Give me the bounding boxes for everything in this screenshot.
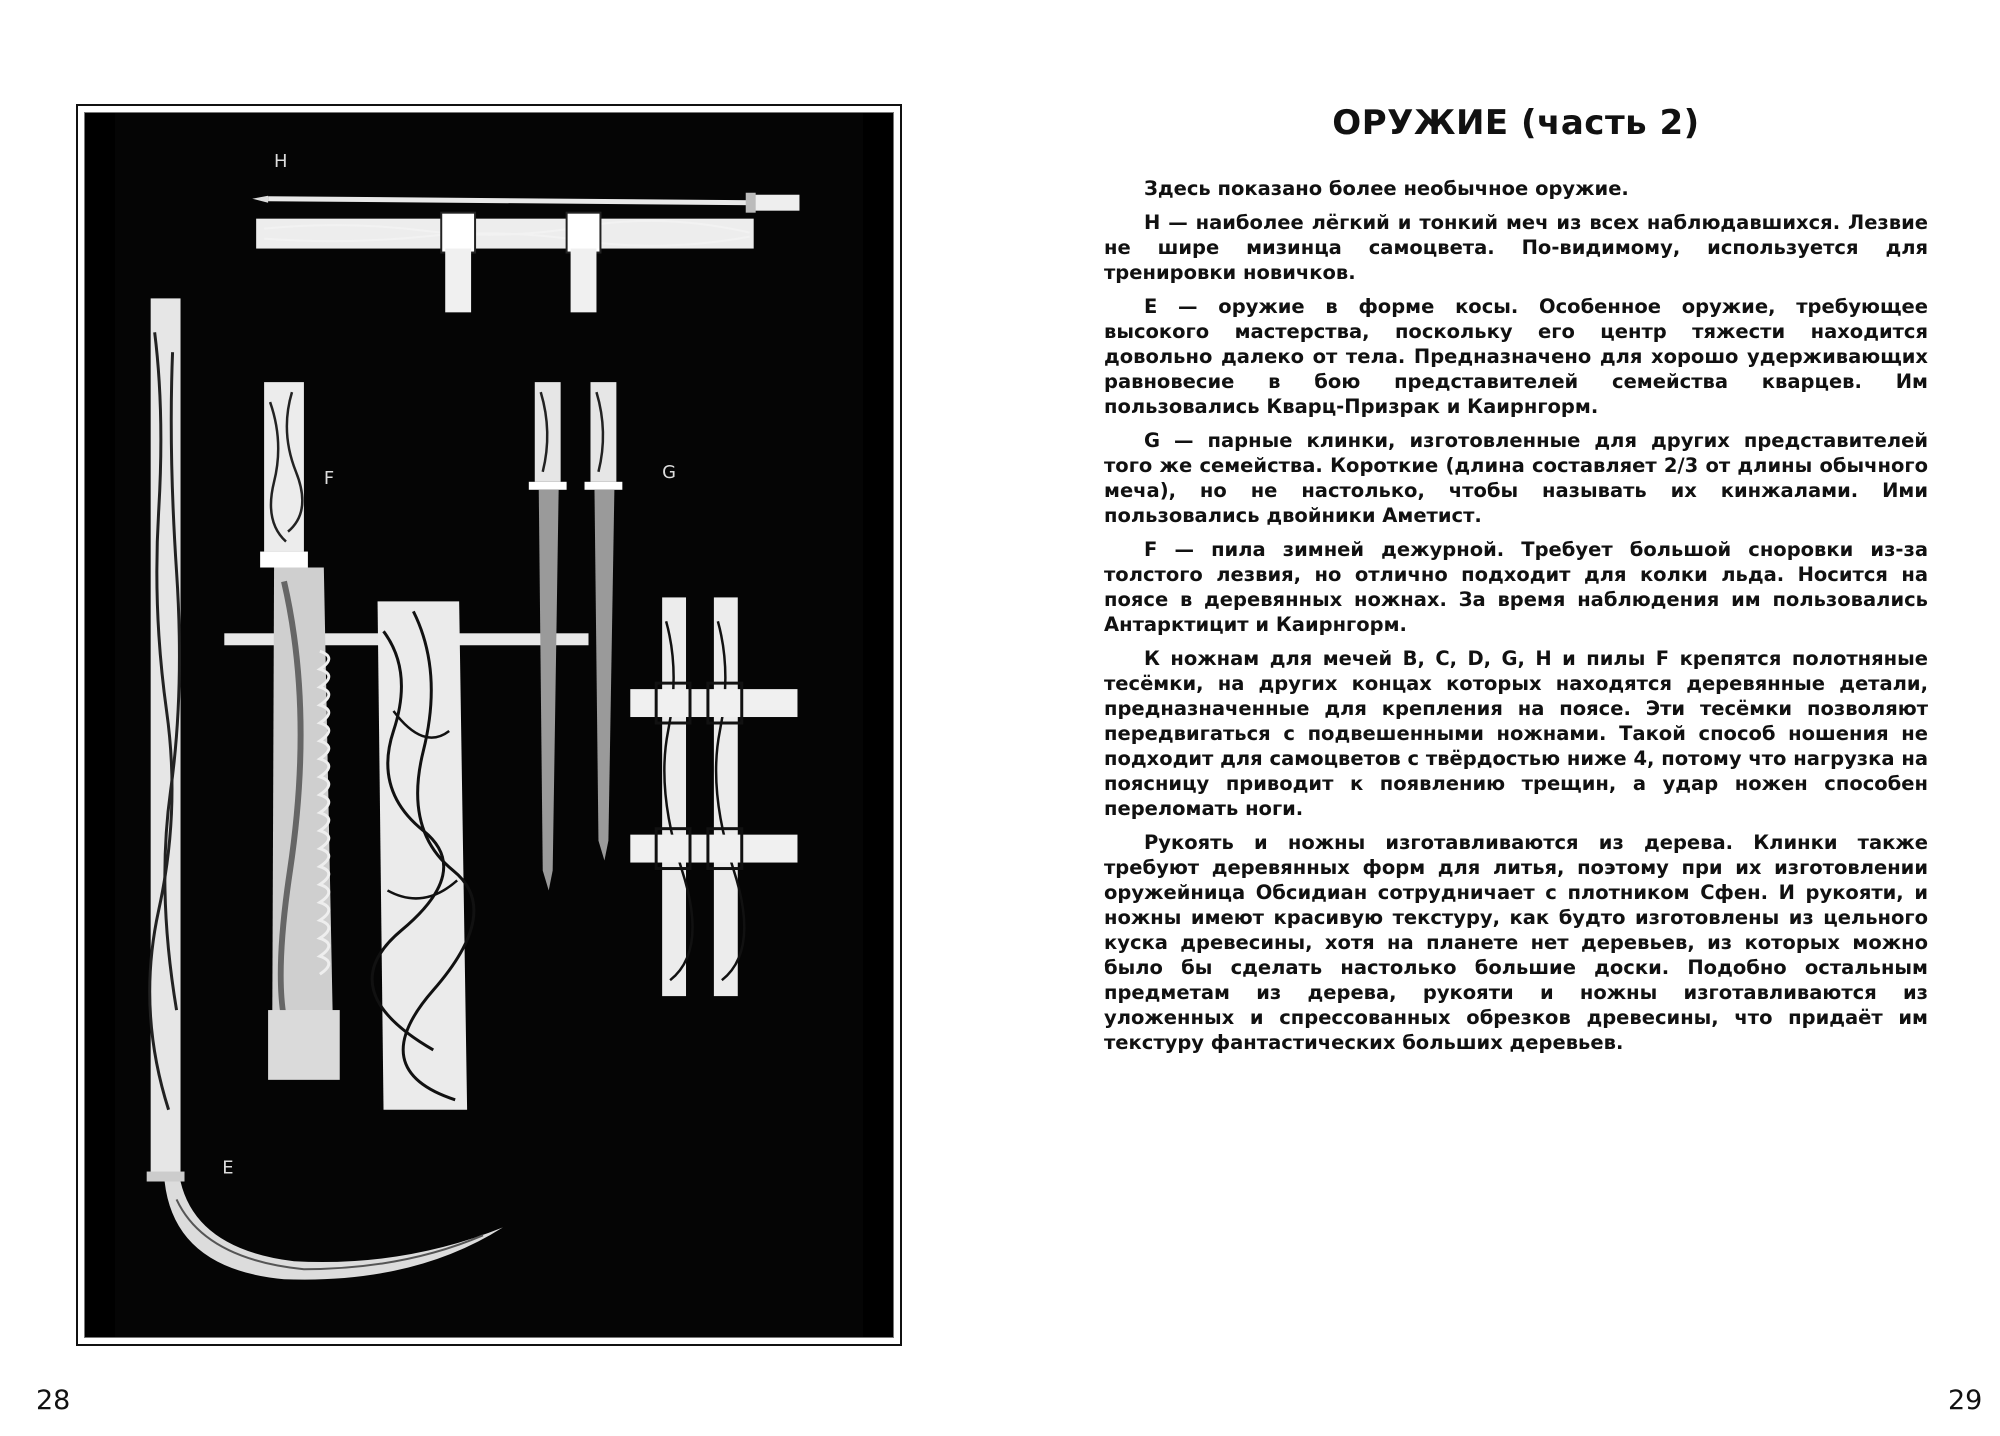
article [1104,100,1928,1064]
saw-scabbard-drawing [372,601,474,1109]
paragraph-e: E — оружие в форме косы. Особенное оружие, требующее высокого мастерства, поскольку его центр тяжести находится довольно далеко от тела. Предназначено для хорошо удерживающих равновесие в бою представителей семейства кварцев. Им пользовались Кварц-Призрак и Каирнгорм. [1104,295,1928,418]
paragraph-h: H — наиболее лёгкий и тонкий меч из всех наблюдавшихся. Лезвие не шире мизинца самоцвета. По-видимому, используется для тренировки новичков. [1104,211,1928,284]
label-h: H [274,150,288,172]
page-number-right: 29 [1948,1385,1983,1416]
weapons-illustration [84,112,894,1338]
page-number-left: 28 [36,1385,71,1416]
weapons-plate [76,104,902,1346]
label-g: G [662,461,677,483]
paragraph-intro: Здесь показано более необычное оружие. [1144,177,1629,200]
paragraph-belts: К ножнам для мечей B, C, D, G, H и пилы F крепятся полотняные тесёмки, на других концах которых находятся деревянные детали, предназначенные для крепления на поясе. Эти тесёмки позволяют передвигаться с подвешенными ножнами. Такой способ ношения не подходит для самоцветов с твёрдостью ниже 4, потому что нагрузка на поясницу приводит к появлению трещин, а удар ножен способен переломать ноги. [1104,647,1928,820]
paragraph-wood: Рукоять и ножны изготавливаются из дерева. Клинки также требуют деревянных форм для литья, поэтому при их изготовлении оружейница Обсидиан сотрудничает с плотником Сфен. И рукояти, и ножны имеют красивую текстуру, как будто изготовлены из цельного куска древесины, хотя на планете нет деревьев, из которых можно было бы сделать настолько большие доски. Подобно остальным предметам из дерева, рукояти и ножны изготавливаются из уложенных и спрессованных обрезков древесины, что придаёт им текстуру фантастических больших деревьев. [1104,831,1928,1054]
weapons-drawing [85,113,893,1337]
label-f: F [323,467,335,489]
paragraph-f: F — пила зимней дежурной. Требует большой сноровки из-за толстого лезвия, но отлично подходит для колки льда. Носится на поясе в деревянных ножнах. За время наблюдения им пользовались Антарктицит и Каирнгорм. [1104,538,1928,636]
paragraph-g: G — парные клинки, изготовленные для других представителей того же семейства. Короткие (длина составляет 2/3 от длины обычного меча), но не настолько, чтобы называть их кинжалами. Ими пользовались двойники Аметист. [1104,429,1928,527]
label-e: E [222,1157,234,1179]
page-title: ОРУЖИЕ (часть 2) [1332,103,1700,143]
